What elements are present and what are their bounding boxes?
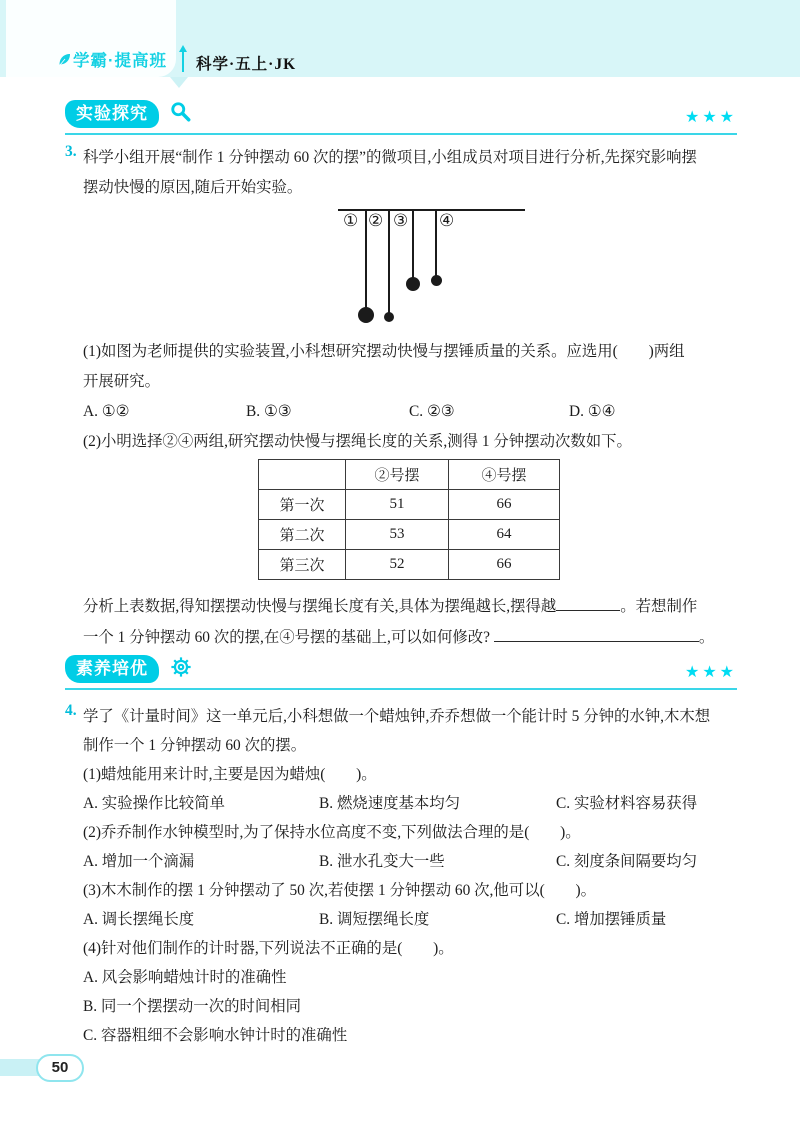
table-row <box>259 520 560 550</box>
analysis-text: 。若想制作 <box>620 598 698 615</box>
cell-value: 64 <box>449 520 560 550</box>
row-label: 第三次 <box>259 550 346 580</box>
section-badge: 实验探究 <box>65 100 159 128</box>
top-banner <box>0 0 800 77</box>
fill-in-blank <box>494 627 699 642</box>
section-header-competence <box>65 655 737 690</box>
question-text-line: 制作一个 1 分钟摆动 60 次的摆。 <box>83 737 307 754</box>
gear-icon <box>170 656 192 678</box>
section-header-experiment <box>65 100 737 135</box>
cell-value: 53 <box>346 520 449 550</box>
pendulum-label-1: ① <box>343 211 359 231</box>
question-4 <box>65 702 755 1050</box>
options-row <box>83 397 743 427</box>
option-a: A. ①② <box>83 403 130 420</box>
question-number: 4. <box>65 702 77 719</box>
option-c: C. 实验材料容易获得 <box>556 795 698 812</box>
brand-logo <box>58 47 167 71</box>
option-c: C. 增加摆锤质量 <box>556 911 667 928</box>
pendulum-bob-4 <box>431 275 442 286</box>
sub-question-2: (2)小明选择②④两组,研究摆动快慢与摆绳长度的关系,测得 1 分钟摆动次数如下。 <box>83 433 632 450</box>
banner-tail-decoration <box>170 77 188 88</box>
pendulum-label-3: ③ <box>393 211 409 231</box>
sub-question-4: (4)针对他们制作的计时器,下列说法不正确的是( )。 <box>83 940 454 957</box>
analysis-text: 分析上表数据,得知摆摆动快慢与摆绳长度有关,具体为摆绳越长,摆得越 <box>83 598 557 615</box>
options-row <box>83 789 755 818</box>
analysis-text: 一个 1 分钟摆动 60 次的摆,在④号摆的基础上,可以如何修改? <box>83 629 494 646</box>
sub-question-3: (3)木木制作的摆 1 分钟摆动了 50 次,若使摆 1 分钟摆动 60 次,他可以( )。 <box>83 882 597 899</box>
pendulum-label-4: ④ <box>439 211 455 231</box>
option-a: A. 风会影响蜡烛计时的准确性 <box>83 969 287 986</box>
difficulty-stars: ★★★ <box>684 662 737 681</box>
question-text-line: 摆动快慢的原因,随后开始实验。 <box>83 179 303 196</box>
option-c: C. 刻度条间隔要均匀 <box>556 853 698 870</box>
sub-question-1: (1)蜡烛能用来计时,主要是因为蜡烛( )。 <box>83 766 377 783</box>
table-row <box>259 550 560 580</box>
analysis-paragraph <box>83 591 743 653</box>
row-label: 第一次 <box>259 490 346 520</box>
option-b: B. 泄水孔变大一些 <box>319 853 445 870</box>
fill-in-blank <box>556 596 620 611</box>
option-c: C. ②③ <box>409 403 455 420</box>
brand-text: 学霸·提高班 <box>73 52 167 70</box>
pendulum-string-1 <box>365 211 367 311</box>
option-b: B. ①③ <box>246 403 292 420</box>
up-arrow-icon <box>179 45 187 73</box>
pendulum-diagram <box>336 203 536 333</box>
row-label: 第二次 <box>259 520 346 550</box>
option-a: A. 调长摆绳长度 <box>83 911 195 928</box>
option-d: D. ①④ <box>569 403 616 420</box>
cell-value: 52 <box>346 550 449 580</box>
option-c: C. 容器粗细不会影响水钟计时的准确性 <box>83 1027 348 1044</box>
options-row <box>83 905 755 934</box>
option-a: A. 实验操作比较简单 <box>83 795 225 812</box>
options-row <box>83 847 755 876</box>
magnifier-icon <box>170 101 192 123</box>
sub-question-2: (2)乔乔制作水钟模型时,为了保持水位高度不变,下列做法合理的是( )。 <box>83 824 581 841</box>
cell-value: 66 <box>449 550 560 580</box>
sub-question-1-cont: 开展研究。 <box>83 373 160 390</box>
cell-value: 66 <box>449 490 560 520</box>
pendulum-bob-3 <box>406 277 420 291</box>
question-text-line: 科学小组开展“制作 1 分钟摆动 60 次的摆”的微项目,小组成员对项目进行分析,先探究影响摆 <box>83 149 697 166</box>
table-row <box>259 490 560 520</box>
option-a: A. 增加一个滴漏 <box>83 853 195 870</box>
leaf-icon <box>58 53 71 66</box>
pendulum-string-4 <box>435 211 437 278</box>
question-3 <box>65 143 743 653</box>
subject-title: 科学·五上·JK <box>196 56 297 73</box>
option-b: B. 燃烧速度基本均匀 <box>319 795 461 812</box>
option-b: B. 调短摆绳长度 <box>319 911 430 928</box>
table-header-row <box>259 460 560 490</box>
results-table <box>258 459 560 580</box>
pendulum-string-3 <box>412 211 414 281</box>
pendulum-bob-2 <box>384 312 394 322</box>
option-b: B. 同一个摆摆动一次的时间相同 <box>83 998 302 1015</box>
pendulum-string-2 <box>388 211 390 314</box>
cell-value: 51 <box>346 490 449 520</box>
page-number: 50 <box>36 1054 84 1082</box>
header-cell <box>259 460 346 490</box>
sub-question-1: (1)如图为老师提供的实验装置,小科想研究摆动快慢与摆锤质量的关系。应选用( )两组 <box>83 343 685 360</box>
question-text-line: 学了《计量时间》这一单元后,小科想做一个蜡烛钟,乔乔想做一个能计时 5 分钟的水钟,木木想 <box>83 708 711 725</box>
analysis-text: 。 <box>698 629 715 646</box>
pendulum-bob-1 <box>358 307 374 323</box>
header-cell: ②号摆 <box>346 460 449 490</box>
question-number: 3. <box>65 143 77 160</box>
section-badge: 素养培优 <box>65 655 159 683</box>
difficulty-stars: ★★★ <box>684 107 737 126</box>
pendulum-label-2: ② <box>368 211 384 231</box>
header-cell: ④号摆 <box>449 460 560 490</box>
